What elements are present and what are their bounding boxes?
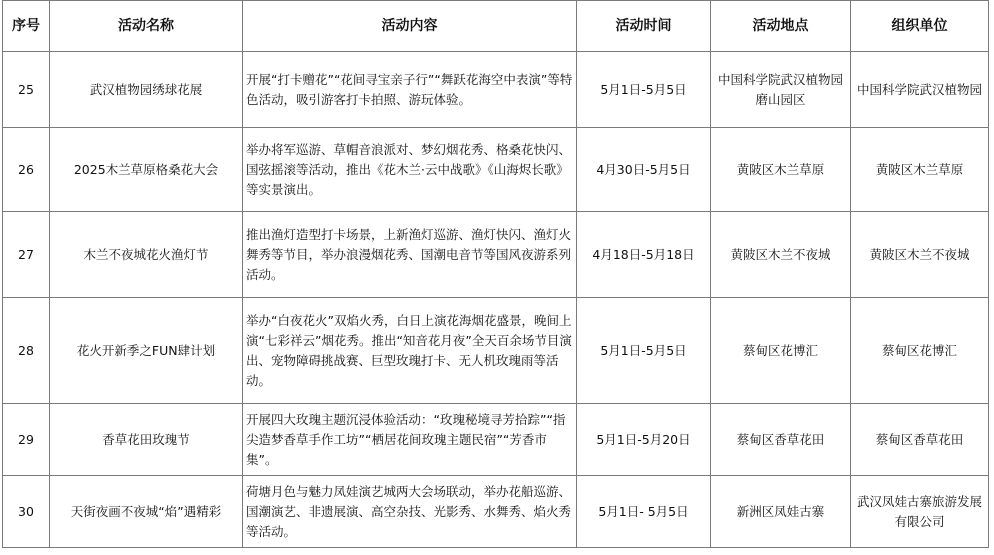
cell-org: 黄陂区木兰不夜城 — [851, 212, 989, 298]
cell-content: 推出渔灯造型打卡场景，上新渔灯巡游、渔灯快闪、渔灯火舞秀等节目，举办浪漫烟花秀、国潮电音节等国风夜游系列活动。 — [243, 212, 577, 298]
cell-no: 26 — [3, 128, 50, 212]
cell-org: 蔡甸区香草花田 — [851, 404, 989, 476]
header-time: 活动时间 — [577, 1, 711, 52]
cell-name: 木兰不夜城花火渔灯节 — [50, 212, 243, 298]
cell-time: 5月1日-5月5日 — [577, 298, 711, 404]
cell-place: 蔡甸区香草花田 — [711, 404, 851, 476]
events-table — [2, 0, 989, 548]
table-row — [3, 298, 989, 404]
cell-org: 蔡甸区花博汇 — [851, 298, 989, 404]
table-row — [3, 476, 989, 548]
table-row — [3, 404, 989, 476]
cell-place: 蔡甸区花博汇 — [711, 298, 851, 404]
cell-name: 花火开新季之FUN肆计划 — [50, 298, 243, 404]
cell-org: 黄陂区木兰草原 — [851, 128, 989, 212]
header-row — [3, 1, 989, 52]
cell-name: 天街夜画不夜城“焰”遇精彩 — [50, 476, 243, 548]
cell-no: 30 — [3, 476, 50, 548]
cell-place: 黄陂区木兰草原 — [711, 128, 851, 212]
cell-name: 香草花田玫瑰节 — [50, 404, 243, 476]
header-name: 活动名称 — [50, 1, 243, 52]
cell-no: 25 — [3, 52, 50, 128]
cell-org: 武汉凤娃古寨旅游发展有限公司 — [851, 476, 989, 548]
cell-time: 4月30日-5月5日 — [577, 128, 711, 212]
cell-name: 武汉植物园绣球花展 — [50, 52, 243, 128]
table-row — [3, 128, 989, 212]
cell-org: 中国科学院武汉植物园 — [851, 52, 989, 128]
cell-content: 开展四大玫瑰主题沉浸体验活动：“玫瑰秘境寻芳拾踪”“指尖造梦香草手作工坊”“栖居花间玫瑰主题民宿”“芳香市集”。 — [243, 404, 577, 476]
header-no: 序号 — [3, 1, 50, 52]
header-content: 活动内容 — [243, 1, 577, 52]
table-row — [3, 52, 989, 128]
cell-content: 举办“白夜花火”双焰火秀，白日上演花海烟花盛景，晚间上演“七彩祥云”烟花秀。推出“知音花月夜”全天百余场节目演出、宠物障碍挑战赛、巨型玫瑰打卡、无人机玫瑰雨等活动。 — [243, 298, 577, 404]
table-row — [3, 212, 989, 298]
cell-content: 举办将军巡游、草帽音浪派对、梦幻烟花秀、格桑花快闪、国弦摇滚等活动，推出《花木兰·云中战歌》《山海烬长歌》等实景演出。 — [243, 128, 577, 212]
cell-time: 5月1日-5月5日 — [577, 52, 711, 128]
cell-place: 黄陂区木兰不夜城 — [711, 212, 851, 298]
cell-name: 2025木兰草原格桑花大会 — [50, 128, 243, 212]
cell-time: 5月1日- 5月5日 — [577, 476, 711, 548]
cell-place: 中国科学院武汉植物园磨山园区 — [711, 52, 851, 128]
cell-no: 28 — [3, 298, 50, 404]
cell-time: 5月1日-5月20日 — [577, 404, 711, 476]
header-place: 活动地点 — [711, 1, 851, 52]
cell-place: 新洲区凤娃古寨 — [711, 476, 851, 548]
cell-no: 27 — [3, 212, 50, 298]
cell-no: 29 — [3, 404, 50, 476]
cell-time: 4月18日-5月18日 — [577, 212, 711, 298]
cell-content: 荷塘月色与魅力凤娃演艺城两大会场联动，举办花船巡游、国潮演艺、非遗展演、高空杂技、光影秀、水舞秀、焰火秀等活动。 — [243, 476, 577, 548]
header-org: 组织单位 — [851, 1, 989, 52]
cell-content: 开展“打卡赠花”“花间寻宝亲子行”“舞跃花海空中表演”等特色活动，吸引游客打卡拍照、游玩体验。 — [243, 52, 577, 128]
